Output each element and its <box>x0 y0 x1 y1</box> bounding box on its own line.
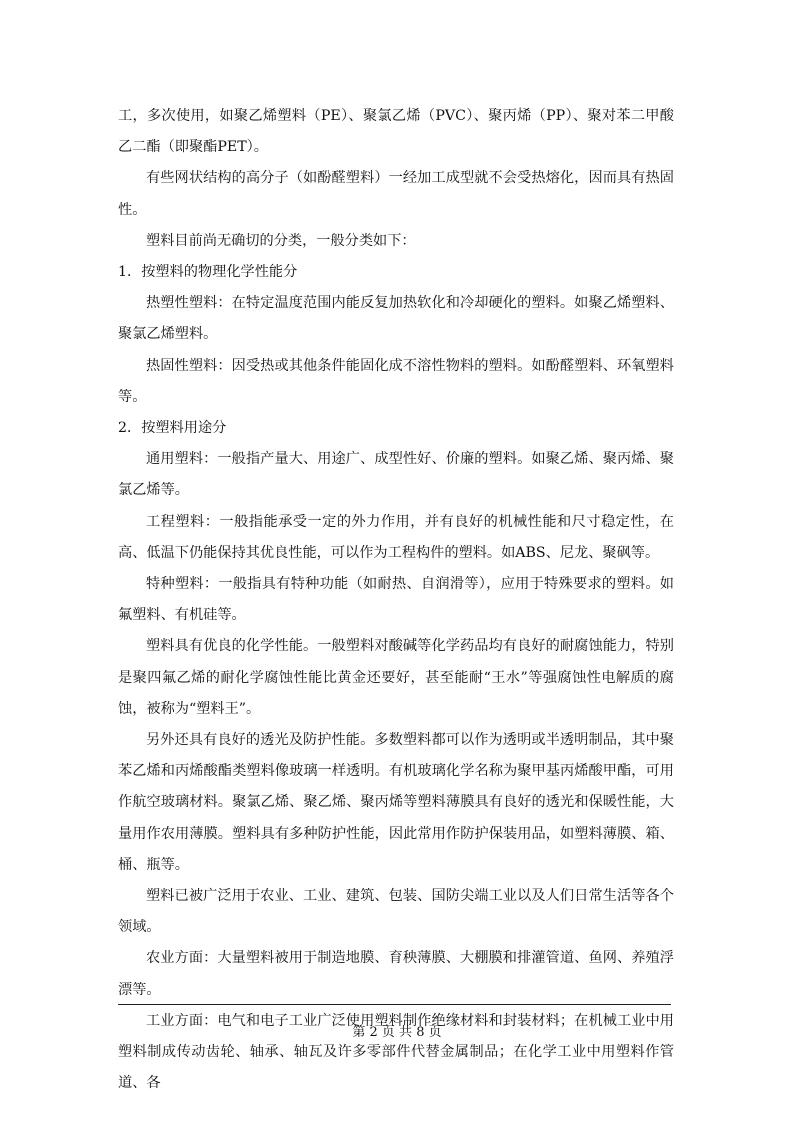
body-paragraph: 工，多次使用，如聚乙烯塑料（PE）、聚氯乙烯（PVC）、聚丙烯（PP）、聚对苯二甲酸乙二酯（即聚酯PET）。 <box>118 108 674 156</box>
footer-divider <box>118 1004 671 1005</box>
body-paragraph: 有些网状结构的高分子（如酚醛塑料）一经加工成型就不会受热熔化，因而具有热固性。 <box>118 170 674 218</box>
body-paragraph: 热固性塑料：因受热或其他条件能固化成不溶性物料的塑料。如酚醛塑料、环氧塑料等。 <box>118 357 674 405</box>
section-heading: 2．按塑料用途分 <box>118 420 227 437</box>
page-number: 第 2 页 共 8 页 <box>352 1025 442 1040</box>
section-heading: 1．按塑料的物理化学性能分 <box>118 264 298 281</box>
body-paragraph: 工业方面：电气和电子工业广泛使用塑料制作绝缘材料和封装材料；在机械工业中用塑料制成传动齿轮、轴承、轴瓦及许多零部件代替金属制品；在化学工业中用塑料作管道、各 <box>118 1012 674 1092</box>
body-paragraph: 农业方面：大量塑料被用于制造地膜、育秧薄膜、大棚膜和排灌管道、鱼网、养殖浮漂等。 <box>118 950 674 998</box>
body-paragraph: 工程塑料：一般指能承受一定的外力作用，并有良好的机械性能和尺寸稳定性，在高、低温下仍能保持其优良性能，可以作为工程构件的塑料。如ABS、尼龙、聚砜等。 <box>118 513 674 561</box>
body-paragraph: 塑料目前尚无确切的分类，一般分类如下： <box>146 232 416 249</box>
body-paragraph: 塑料具有优良的化学性能。一般塑料对酸碱等化学药品均有良好的耐腐蚀能力，特别是聚四氟乙烯的耐化学腐蚀性能比黄金还要好，甚至能耐“王水”等强腐蚀性电解质的腐蚀，被称为“塑料王”。 <box>118 638 674 717</box>
body-paragraph: 另外还具有良好的透光及防护性能。多数塑料都可以作为透明或半透明制品，其中聚苯乙烯和丙烯酸酯类塑料像玻璃一样透明。有机玻璃化学名称为聚甲基丙烯酸甲酯，可用作航空玻璃材料。聚氯乙烯、聚乙烯、聚丙烯等塑料薄膜具有良好的透光和保暖性能，大量用作农用薄膜。塑料具有多种防护性能，因此常用作防护保装用品，如塑料薄膜、箱、桶、瓶等。 <box>118 732 674 873</box>
body-paragraph: 特种塑料：一般指具有特种功能（如耐热、自润滑等），应用于特殊要求的塑料。如氟塑料、有机硅等。 <box>118 576 674 624</box>
body-paragraph: 塑料已被广泛用于农业、工业、建筑、包装、国防尖端工业以及人们日常生活等各个领域。 <box>118 888 674 936</box>
body-paragraph: 热塑性塑料：在特定温度范围内能反复加热软化和冷却硬化的塑料。如聚乙烯塑料、聚氯乙烯塑料。 <box>118 295 674 343</box>
body-paragraph: 通用塑料：一般指产量大、用途广、成型性好、价廉的塑料。如聚乙烯、聚丙烯、聚氯乙烯等。 <box>118 451 674 499</box>
document-body <box>118 101 674 1100</box>
